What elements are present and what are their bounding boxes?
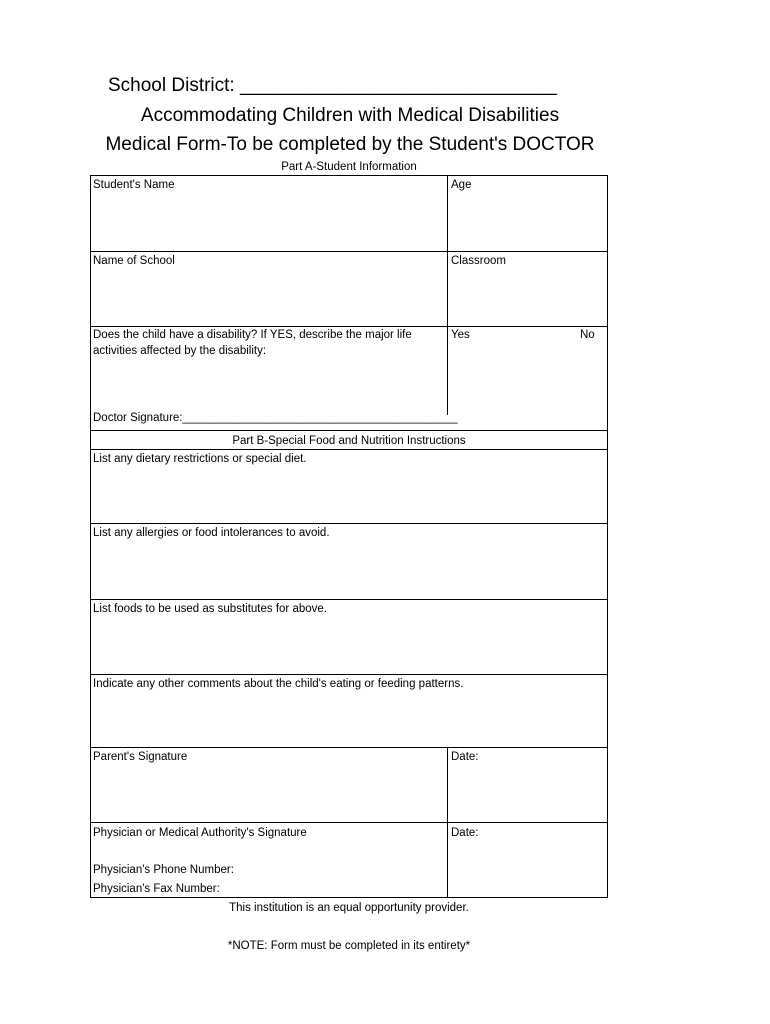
school-district-line: School District: ______________________________ [108,75,557,96]
no-option[interactable]: No [580,329,595,341]
divider [90,523,608,524]
divider [90,449,608,450]
yes-option[interactable]: Yes [451,329,470,341]
physician-date-field[interactable] [448,842,606,896]
allergies-field[interactable] [91,542,606,598]
substitutes-label: List foods to be used as substitutes for above. [93,603,327,615]
divider [90,251,608,252]
physician-phone-label: Physician's Phone Number: [93,864,234,876]
substitutes-field[interactable] [91,618,606,673]
doctor-signature-line[interactable]: Doctor Signature:___________________________________________ [93,412,458,424]
equal-opportunity-statement: This institution is an equal opportunity provider. [229,902,469,914]
classroom-label: Classroom [451,255,506,267]
divider [90,897,608,898]
parent-date-label: Date: [451,751,479,763]
form-title: Accommodating Children with Medical Disabilities [140,105,560,126]
classroom-field[interactable] [448,270,606,325]
part-b-heading: Part B-Special Food and Nutrition Instructions [232,435,466,447]
part-a-heading: Part A-Student Information [281,161,417,173]
student-name-label: Student's Name [93,179,175,191]
form-right-border [607,175,608,898]
parent-signature-label: Parent's Signature [93,751,188,763]
age-label: Age [451,179,472,191]
disability-description-field[interactable] [91,363,446,408]
dietary-restrictions-field[interactable] [91,468,606,523]
divider [90,599,608,600]
disability-question: Does the child have a disability? If YES, describe the major life activities affected by the disability: [93,329,412,357]
divider [90,822,608,823]
parent-date-field[interactable] [448,766,606,822]
medical-form [90,158,608,898]
completion-note: *NOTE: Form must be completed in its entirety* [227,940,471,952]
divider [90,674,608,675]
physician-signature-label: Physician or Medical Authority's Signature [93,827,307,839]
age-field[interactable] [448,194,606,250]
student-name-field[interactable] [91,194,446,250]
dietary-restrictions-label: List any dietary restrictions or special diet. [93,453,307,465]
school-name-label: Name of School [93,255,175,267]
physician-date-label: Date: [451,827,479,839]
allergies-label: List any allergies or food intolerances to avoid. [93,527,330,539]
comments-field[interactable] [91,693,606,747]
form-subtitle: Medical Form-To be completed by the Student's DOCTOR [105,134,595,155]
divider [90,430,608,431]
physician-signature-field[interactable] [310,842,440,860]
physician-fax-label: Physician's Fax Number: [93,883,220,895]
school-name-field[interactable] [91,270,446,325]
divider [90,747,608,748]
comments-label: Indicate any other comments about the child's eating or feeding patterns. [93,678,464,690]
divider [90,175,608,176]
parent-signature-field[interactable] [91,766,446,822]
